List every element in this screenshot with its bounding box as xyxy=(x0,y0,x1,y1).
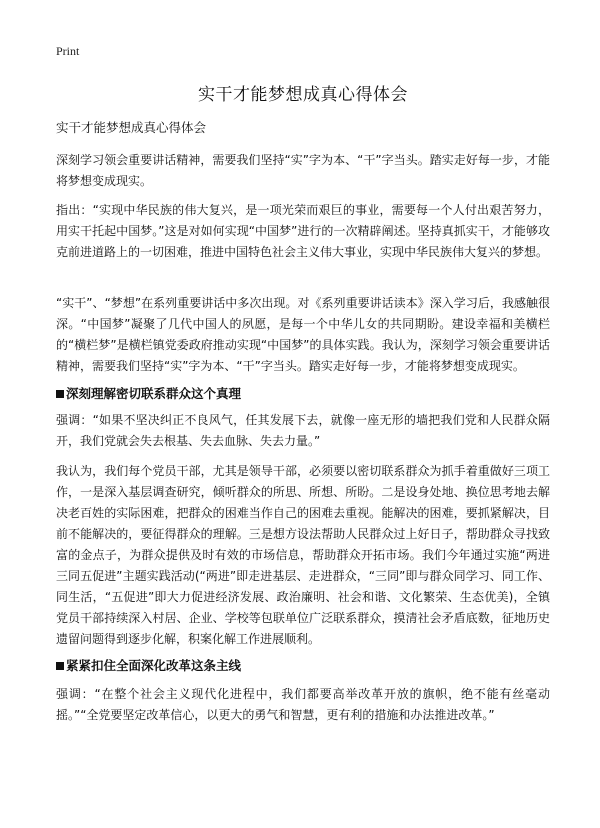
paragraph-quote-china-dream: 指出：“实现中华民族的伟大复兴，是一项光荣而艰巨的事业，需要每一个人付出艰苦努力，用实干托起中国梦。”这是对如何实现“中国梦”进行的一次精辟阐述。坚持真抓实干，才能够攻克前进道路上的一切困难，推进中国特色社会主义伟大事业，实现中华民族伟大复兴的梦想。 xyxy=(56,203,550,259)
section-heading-mass-line xyxy=(56,384,550,402)
print-label[interactable]: Print xyxy=(56,44,80,58)
square-bullet-icon xyxy=(56,662,64,670)
paragraph-practice-dream: “实干”、“梦想”在系列重要讲话中多次出现。对《系列重要讲话读本》深入学习后，我感触很深。“中国梦”凝聚了几代中国人的夙愿，是每一个中华儿女的共同期盼。建设幸福和美横栏的“横栏梦”是横栏镇党委政府推动实现“中国梦”的具体实践。我认为，深刻学习领会重要讲话精神，需要我们坚持“实”字为本、“干”字当头。踏实走好每一步，才能将梦想变成现实。 xyxy=(56,296,550,373)
paragraph-intro: 深刻学习领会重要讲话精神，需要我们坚持“实”字为本、“干”字当头。踏实走好每一步，才能将梦想变成现实。 xyxy=(56,153,550,188)
section-heading-text: 深刻理解密切联系群众这个真理 xyxy=(66,386,242,401)
square-bullet-icon xyxy=(56,390,64,398)
paragraph-three-tasks: 我认为，我们每个党员干部，尤其是领导干部，必须要以密切联系群众为抓手着重做好三项工作，一是深入基层调查研究，倾听群众的所思、所想、所盼。二是设身处地、换位思考地去解决老百姓的实际困难，把群众的困难当作自己的困难去重视。能解决的困难，要抓紧解决，目前不能解决的，要征得群众的理解。三是想方设法帮助人民群众过上好日子，帮助群众寻找致富的金点子，为群众提供及时有效的市场信息，帮助群众开拓市场。我们今年通过实施“两进三同五促进”主题实践活动(“两进”即走进基层、走进群众，“三同”即与群众同学习、同工作、同生活，“五促进”即大力促进经济发展、政治廉明、社会和谐、文化繁荣、生态优美)，全镇党员干部持续深入村居、企业、学校等包联单位广泛联系群众，摸清社会矛盾底数，征地历史遗留问题得到逐步化解，积案化解工作进展顺利。 xyxy=(56,464,550,646)
paragraph-quote-reform: 强调：“在整个社会主义现代化进程中，我们都要高举改革开放的旗帜，绝不能有丝毫动摇。”“全党要坚定改革信心，以更大的勇气和智慧，更有利的措施和办法推进改革。” xyxy=(56,687,550,722)
paragraph-quote-style: 强调：“如果不坚决纠正不良风气，任其发展下去，就像一座无形的墙把我们党和人民群众隔开，我们党就会失去根基、失去血脉、失去力量。” xyxy=(56,413,550,448)
document-subtitle: 实干才能梦想成真心得体会 xyxy=(56,120,207,135)
section-heading-text: 紧紧扣住全面深化改革这条主线 xyxy=(66,658,242,673)
document-title: 实干才能梦想成真心得体会 xyxy=(198,85,408,105)
section-heading-reform xyxy=(56,656,550,674)
